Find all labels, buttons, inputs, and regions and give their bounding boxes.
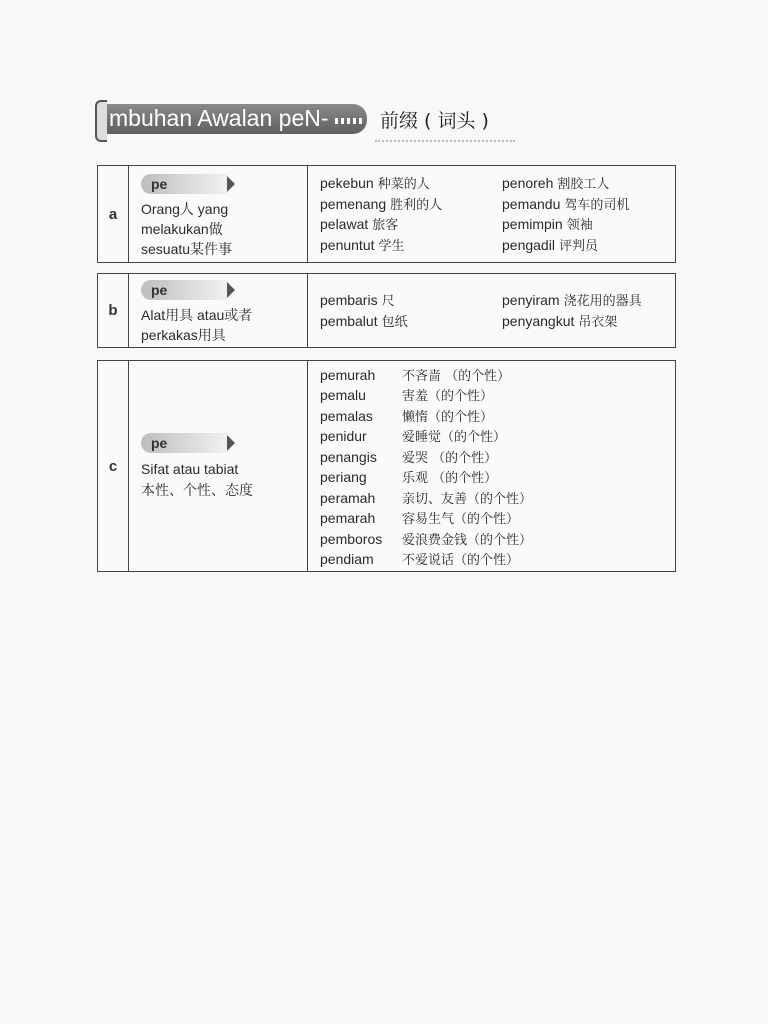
prefix-tag: pe xyxy=(141,174,227,194)
word-item: peramah 亲切、友善（的个性） xyxy=(320,490,533,507)
section-b xyxy=(97,273,676,348)
word-item: periang 乐观 （的个性） xyxy=(320,469,498,486)
word-item: pembaris 尺 xyxy=(320,292,395,309)
word-item: pemurah 不吝啬 （的个性） xyxy=(320,367,511,384)
desc-line: perkakas用具 xyxy=(141,327,226,343)
section-header xyxy=(95,100,675,144)
word-item: penoreh 割胶工人 xyxy=(502,175,610,192)
chinese-title: 前缀 ( 词头 ) xyxy=(380,110,489,132)
desc-line: Alat用具 atau或者 xyxy=(141,307,253,323)
word-item: pekebun 种菜的人 xyxy=(320,175,430,192)
word-item: pemalas 懒惰（的个性） xyxy=(320,408,494,425)
wave-decoration xyxy=(375,134,515,142)
banner-dots xyxy=(335,118,365,124)
desc-line: 本性、个性、态度 xyxy=(141,482,253,498)
section-c xyxy=(97,360,676,572)
section-letter: c xyxy=(98,361,129,571)
desc-line: Sifat atau tabiat xyxy=(141,461,239,477)
word-item: pengadil 评判员 xyxy=(502,237,598,254)
title-banner xyxy=(95,104,367,134)
word-item: pelawat 旅客 xyxy=(320,216,399,233)
bracket-decoration xyxy=(95,100,107,142)
banner-title: mbuhan Awalan peN- xyxy=(109,105,329,131)
section-description xyxy=(129,166,308,262)
word-item: pemarah 容易生气（的个性） xyxy=(320,510,520,527)
desc-line: melakukan做 xyxy=(141,221,223,237)
word-item: penangis 爱哭 （的个性） xyxy=(320,449,498,466)
prefix-tag: pe xyxy=(141,280,227,300)
word-item: penyiram 浇花用的器具 xyxy=(502,292,642,309)
word-list xyxy=(308,166,675,262)
word-list xyxy=(308,274,675,347)
word-item: pemenang 胜利的人 xyxy=(320,196,443,213)
section-letter: b xyxy=(98,274,129,347)
section-a xyxy=(97,165,676,263)
word-item: pemimpin 领袖 xyxy=(502,216,593,233)
word-item: penuntut 学生 xyxy=(320,237,405,254)
word-item: penyangkut 吊衣架 xyxy=(502,313,618,330)
word-item: pemalu 害羞（的个性） xyxy=(320,387,494,404)
desc-line: Orang人 yang xyxy=(141,201,229,217)
word-item: pemboros 爱浪费金钱（的个性） xyxy=(320,531,533,548)
word-item: pemandu 驾车的司机 xyxy=(502,196,630,213)
section-description xyxy=(129,274,308,347)
desc-line: sesuatu某件事 xyxy=(141,241,233,257)
word-item: penidur 爱睡觉（的个性） xyxy=(320,428,507,445)
prefix-tag: pe xyxy=(141,433,227,453)
section-description xyxy=(129,361,308,571)
word-list xyxy=(308,361,675,571)
section-letter: a xyxy=(98,166,129,262)
word-item: pendiam 不爱说话（的个性） xyxy=(320,551,520,568)
word-item: pembalut 包纸 xyxy=(320,313,408,330)
